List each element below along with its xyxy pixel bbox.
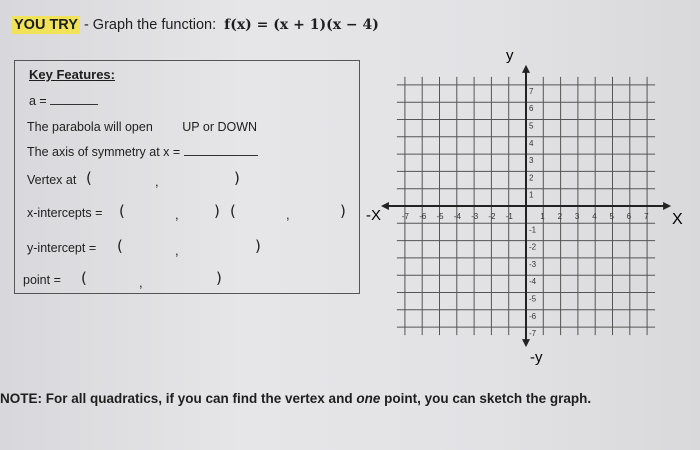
x-tick-label: -4 bbox=[453, 212, 461, 221]
xint2-comma: , bbox=[286, 207, 290, 222]
y-tick-label: -1 bbox=[529, 225, 537, 235]
vertex-open-paren: ( bbox=[86, 169, 92, 187]
prompt-text: - Graph the function: bbox=[79, 17, 221, 33]
point-close-paren: ) bbox=[216, 269, 222, 287]
note-text bbox=[0, 391, 591, 406]
x-tick-label: -5 bbox=[436, 212, 444, 221]
x-tick-label: 2 bbox=[557, 212, 563, 221]
vertex-close-paren: ) bbox=[234, 169, 240, 187]
y-tick-label: 3 bbox=[529, 156, 534, 166]
yint-close-paren: ) bbox=[255, 237, 261, 255]
x-tick-label: 3 bbox=[574, 212, 580, 221]
x-intercepts-label: x-intercepts = bbox=[27, 206, 103, 220]
note-part-1: NOTE: For all quadratics, if you can find the vertex and bbox=[0, 391, 357, 406]
yint-comma: , bbox=[175, 243, 179, 258]
y-tick-label: -5 bbox=[529, 294, 537, 304]
open-options[interactable]: UP or DOWN bbox=[182, 120, 258, 134]
function-equation: f(x) = (x + 1)(x − 4) bbox=[224, 17, 379, 33]
y-tick-label: 4 bbox=[529, 138, 534, 148]
point-label: point = bbox=[23, 273, 61, 287]
y-tick-label: -4 bbox=[529, 277, 537, 287]
note-part-2: point, you can sketch the graph. bbox=[380, 391, 592, 406]
point-comma: , bbox=[139, 275, 143, 290]
x-tick-label: -3 bbox=[471, 212, 479, 221]
key-features-title: Key Features: bbox=[29, 67, 115, 82]
x-tick-label: 6 bbox=[626, 212, 632, 221]
y-tick-label: -3 bbox=[529, 259, 537, 269]
y-tick-label: 7 bbox=[529, 86, 534, 96]
point-open-paren: ( bbox=[81, 269, 87, 287]
neg-x-axis-label: -X bbox=[366, 207, 381, 224]
x-tick-label: -7 bbox=[401, 212, 410, 221]
x-tick-label: 4 bbox=[592, 212, 597, 221]
x-tick-label: -6 bbox=[419, 212, 427, 221]
neg-y-axis-label: -y bbox=[530, 349, 543, 366]
y-intercept-label: y-intercept = bbox=[27, 241, 97, 255]
xint1-open-paren: ( bbox=[119, 202, 125, 220]
x-axis-label: X bbox=[672, 211, 683, 228]
xint1-close-paren: ) bbox=[214, 202, 220, 220]
y-axis-label: y bbox=[506, 47, 514, 64]
you-try-label: YOU TRY bbox=[14, 17, 78, 33]
neg-y-axis-arrow bbox=[522, 339, 530, 347]
y-tick-label: 5 bbox=[529, 121, 534, 131]
x-axis-arrow bbox=[663, 202, 671, 210]
note-emphasis: one bbox=[356, 391, 381, 406]
y-axis-arrow bbox=[522, 65, 530, 73]
axis-label: The axis of symmetry at x = bbox=[27, 145, 181, 159]
x-tick-label: 7 bbox=[644, 212, 649, 221]
y-tick-label: -7 bbox=[529, 329, 537, 339]
x-tick-label: 5 bbox=[609, 212, 614, 221]
x-tick-label: 1 bbox=[540, 212, 545, 221]
y-tick-label: 2 bbox=[529, 173, 534, 183]
y-tick-label: 1 bbox=[529, 190, 534, 200]
xint2-close-paren: ) bbox=[340, 202, 346, 220]
xint1-comma: , bbox=[175, 207, 179, 222]
vertex-label: Vertex at bbox=[27, 173, 77, 187]
xint2-open-paren: ( bbox=[230, 202, 236, 220]
open-label: The parabola will open bbox=[27, 120, 153, 134]
yint-open-paren: ( bbox=[117, 237, 123, 255]
x-tick-label: -1 bbox=[505, 212, 513, 221]
grid-lines bbox=[381, 65, 671, 347]
neg-x-axis-arrow bbox=[381, 202, 389, 210]
x-tick-label: -2 bbox=[488, 212, 496, 221]
a-label: a = bbox=[29, 94, 47, 108]
y-tick-label: -6 bbox=[529, 311, 537, 321]
y-tick-label: 6 bbox=[529, 104, 534, 114]
vertex-comma: , bbox=[155, 174, 159, 189]
y-tick-label: -2 bbox=[529, 242, 537, 252]
